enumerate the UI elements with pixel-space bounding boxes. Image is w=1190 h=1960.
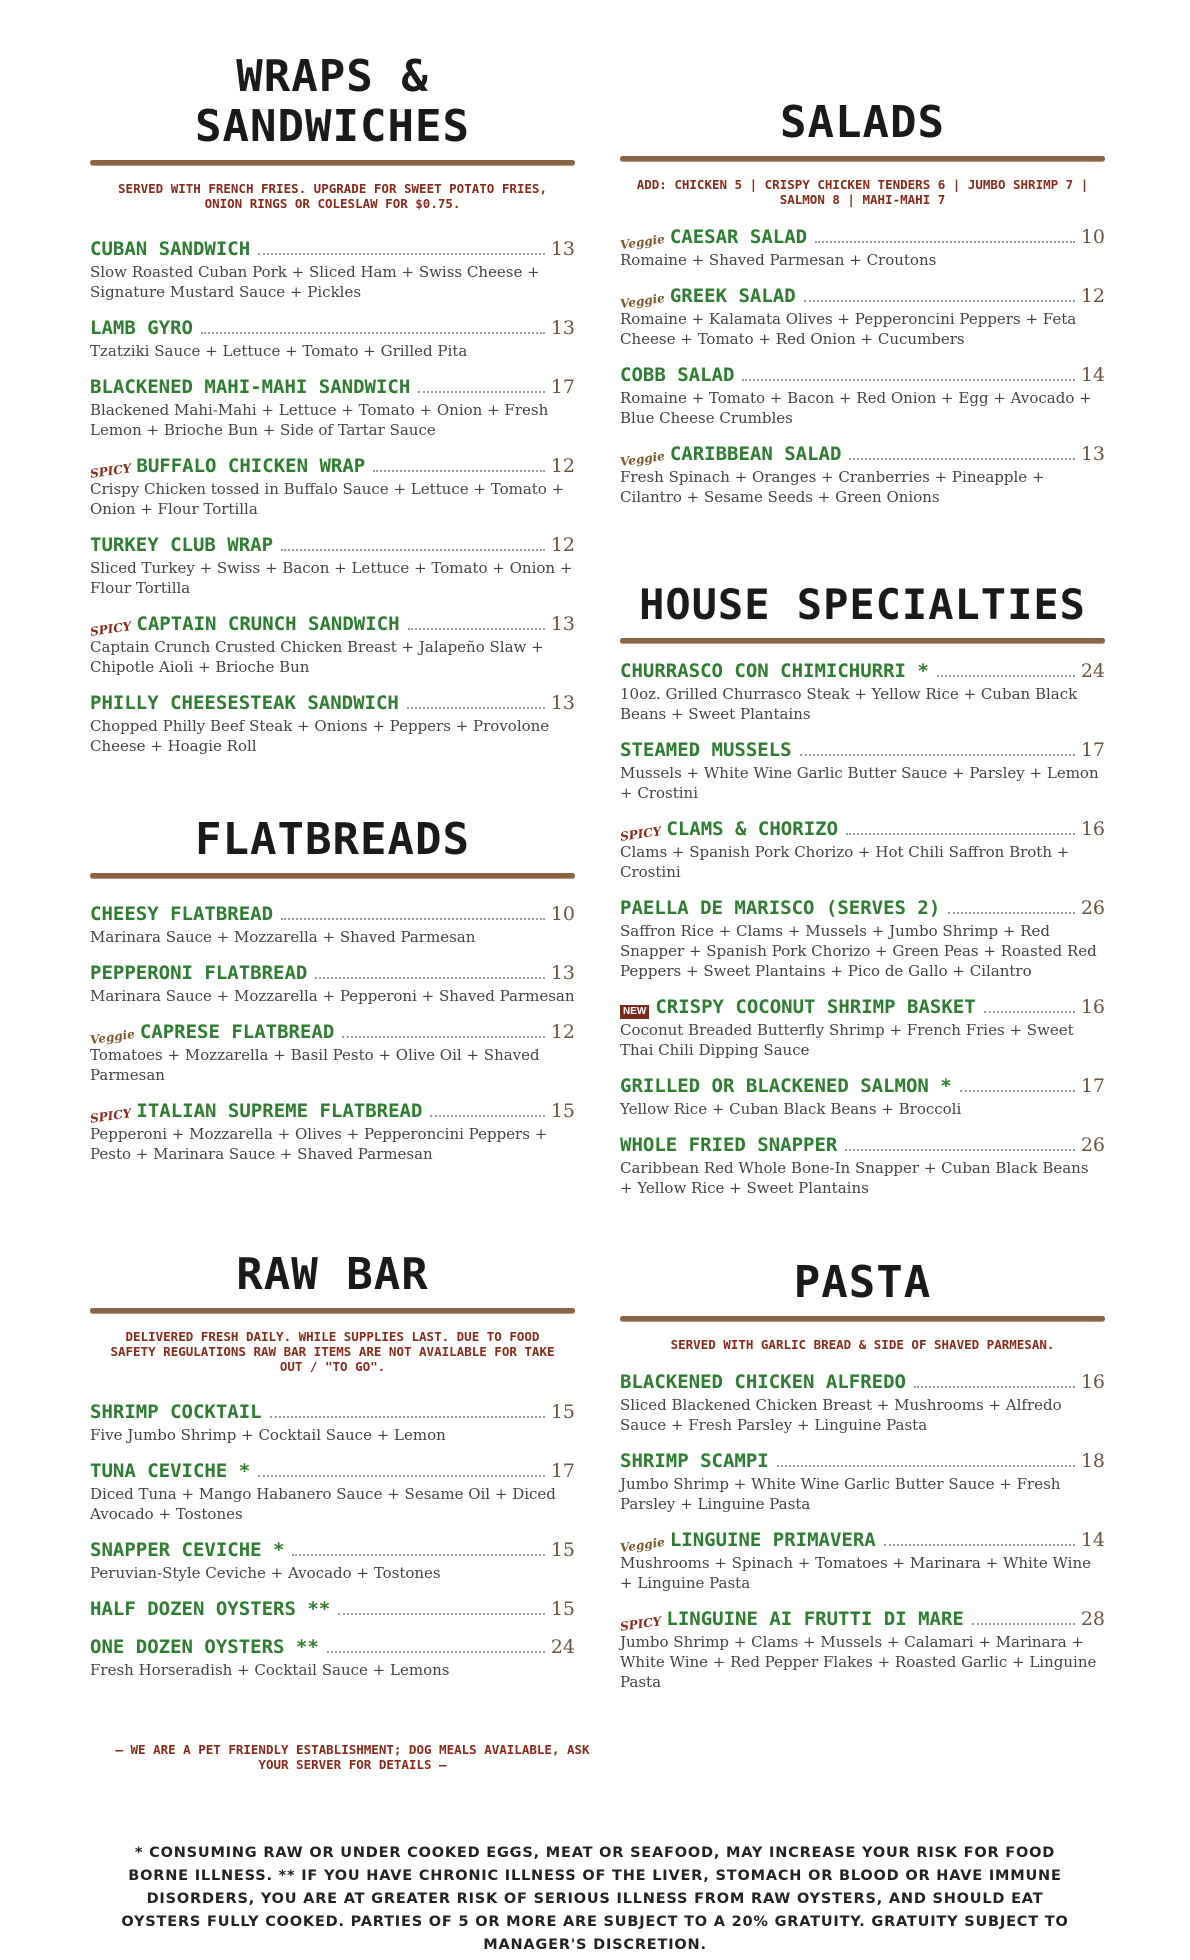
dot-leader [327,1651,545,1653]
menu-item-name: TUNA CEVICHE * [90,1460,251,1482]
salads-section [620,98,1105,521]
menu-item [620,442,1105,507]
dot-leader [884,1544,1075,1546]
spicy-badge: SPICY [619,1614,663,1634]
menu-item-description: Pepperoni + Mozzarella + Olives + Pepperoncini Peppers + Pesto + Marinara Sauce + Shaved Parmesan [90,1125,548,1163]
dot-leader [270,1416,545,1418]
menu-item-header [620,738,1105,762]
menu-item-header [620,1074,1105,1098]
dot-leader [846,833,1075,835]
menu-item [620,363,1105,428]
menu-item-name: CLAMS & CHORIZO [666,818,839,840]
section-note: ADD: CHICKEN 5 | CRISPY CHICKEN TENDERS 6 | JUMBO SHRIMP 7 | SALMON 8 | MAHI-MAHI 7 [636,177,1089,207]
menu-item-header [619,225,1105,253]
section-divider [620,156,1105,161]
dot-leader [338,1613,545,1615]
menu-item-name: CHEESY FLATBREAD [90,903,274,925]
menu-item [90,533,575,598]
dot-leader [845,1149,1074,1151]
menu-item-header [90,691,575,715]
menu-item-header [620,1133,1105,1157]
menu-item [620,738,1105,803]
menu-item-price: 15 [550,1539,575,1561]
menu-item-description: Romaine + Tomato + Bacon + Red Onion + Egg + Avocado + Blue Cheese Crumbles [620,389,1092,427]
menu-item-name: PEPPERONI FLATBREAD [90,962,308,984]
section-title: RAW BAR [236,1249,429,1300]
menu-item-header [620,896,1105,920]
menu-item [90,612,575,677]
menu-item-name: TURKEY CLUB WRAP [90,534,274,556]
menu-item [90,1459,575,1524]
menu-item-header [620,1370,1105,1394]
dot-leader [430,1115,544,1117]
menu-item-name: BLACKENED MAHI-MAHI SANDWICH [90,376,411,398]
menu-item-description: Jumbo Shrimp + White Wine Garlic Butter Sauce + Fresh Parsley + Linguine Pasta [620,1475,1061,1513]
menu-item [90,454,575,519]
specialties-section [620,580,1105,1212]
menu-item-price: 15 [550,1100,575,1122]
menu-item-name: SNAPPER CEVICHE * [90,1539,285,1561]
menu-item-price: 15 [550,1401,575,1423]
menu-item-header [89,612,575,639]
wraps-section [90,52,575,770]
menu-item-price: 24 [1080,660,1105,682]
new-badge: NEW [620,1005,649,1019]
menu-item-name: LINGUINE PRIMAVERA [669,1529,876,1551]
menu-item-price: 13 [550,238,575,260]
menu-item-name: GRILLED OR BLACKENED SALMON * [620,1075,952,1097]
menu-item-description: Peruvian-Style Ceviche + Avocado + Tostones [90,1564,441,1582]
section-divider [90,160,575,165]
menu-item [620,817,1105,882]
dot-leader [407,707,545,709]
menu-item [620,1370,1105,1435]
spicy-badge: SPICY [89,619,133,639]
dot-leader [984,1011,1075,1013]
menu-item-header [90,1400,575,1424]
menu-item-name: CAPRESE FLATBREAD [139,1021,335,1043]
menu-item-description: Clams + Spanish Pork Chorizo + Hot Chili Saffron Broth + Crostini [620,843,1070,881]
menu-item-header [619,284,1105,312]
dot-leader [937,675,1075,677]
menu-item-price: 16 [1080,1371,1105,1393]
menu-item-header [90,316,575,340]
menu-item [90,1400,575,1445]
menu-item-name: CHURRASCO CON CHIMICHURRI * [620,660,929,682]
menu-item-name: WHOLE FRIED SNAPPER [620,1134,838,1156]
rawbar-section [90,1249,590,1772]
menu-item-name: CAPTAIN CRUNCH SANDWICH [136,613,400,635]
dot-leader [342,1036,545,1038]
menu-item-header [90,902,575,926]
section-note: SERVED WITH FRENCH FRIES. UPGRADE FOR SWEET POTATO FRIES, ONION RINGS OR COLESLAW FOR $0.75. [118,181,547,211]
menu-item-name: CUBAN SANDWICH [90,238,251,260]
menu-item-price: 16 [1080,818,1105,840]
menu-item-name: GREEK SALAD [669,285,796,307]
menu-item-header [619,817,1105,844]
menu-items [620,225,1105,507]
veggie-badge: Veggie [89,1026,136,1048]
menu-item-price: 16 [1080,996,1105,1018]
menu-item-description: Romaine + Kalamata Olives + Pepperoncini Peppers + Feta Cheese + Tomato + Red Onion + Cucumbers [620,310,1077,348]
menu-item-header [89,1099,575,1126]
menu-item-name: BLACKENED CHICKEN ALFREDO [620,1371,906,1393]
menu-item-price: 24 [550,1636,575,1658]
section-title: PASTA [793,1257,932,1308]
menu-item-name: ONE DOZEN OYSTERS ** [90,1636,319,1658]
menu-item-price: 13 [550,613,575,635]
section-divider [620,638,1105,643]
dot-leader [408,628,545,630]
pasta-section [620,1258,1105,1706]
menu-item [620,1133,1105,1198]
menu-item-description: Mussels + White Wine Garlic Butter Sauce + Parsley + Lemon + Crostini [620,764,1099,802]
menu-item-name: BUFFALO CHICKEN WRAP [136,455,366,477]
menu-item-header [90,961,575,985]
menu-item-header [89,454,575,481]
menu-item-header [620,995,1105,1019]
dot-leader [960,1090,1075,1092]
dot-leader [201,332,545,334]
menu-item-header [90,375,575,399]
menu-item-description: Diced Tuna + Mango Habanero Sauce + Sesame Oil + Diced Avocado + Tostones [90,1485,556,1523]
menu-item-price: 17 [1080,1075,1105,1097]
menu-item-price: 10 [1080,226,1105,248]
menu-item-description: Tomatoes + Mozzarella + Basil Pesto + Olive Oil + Shaved Parmesan [90,1046,540,1084]
section-divider [90,873,575,878]
menu-item-header [90,1538,575,1562]
menu-item-header [90,1597,575,1621]
menu-item-price: 28 [1080,1608,1105,1630]
menu-item-description: Crispy Chicken tossed in Buffalo Sauce + Lettuce + Tomato + Onion + Flour Tortilla [90,480,565,518]
menu-item-description: Saffron Rice + Clams + Mussels + Jumbo Shrimp + Red Snapper + Spanish Pork Chorizo + Green Peas + Roasted Red Peppers + Sweet Plantains + Pico de Gallo + Cilantro [620,922,1097,980]
pet-friendly-note: – WE ARE A PET FRIENDLY ESTABLISHMENT; DOG MEALS AVAILABLE, ASK YOUR SERVER FOR DETAILS – [115,1742,590,1772]
menu-item-header [90,1635,575,1659]
menu-item [620,659,1105,724]
menu-item-description: Tzatziki Sauce + Lettuce + Tomato + Grilled Pita [90,342,468,360]
spicy-badge: SPICY [619,824,663,844]
menu-item-description: Jumbo Shrimp + Clams + Mussels + Calamari + Marinara + White Wine + Red Pepper Flakes + Roasted Garlic + Linguine Pasta [620,1633,1097,1691]
menu-item-price: 13 [550,317,575,339]
dot-leader [948,912,1075,914]
menu-item-description: Five Jumbo Shrimp + Cocktail Sauce + Lemon [90,1426,446,1444]
dot-leader [849,458,1074,460]
menu-items [620,1370,1105,1692]
menu-item-name: STEAMED MUSSELS [620,739,792,761]
menu-item-description: Marinara Sauce + Mozzarella + Pepperoni + Shaved Parmesan [90,987,575,1005]
menu-item-header [620,659,1105,683]
menu-item-price: 26 [1080,897,1105,919]
dot-leader [742,379,1074,381]
dot-leader [292,1554,544,1556]
menu-item-price: 12 [550,455,575,477]
menu-item-price: 13 [1080,443,1105,465]
menu-items [90,902,575,1164]
menu-item-price: 17 [550,376,575,398]
dot-leader [800,754,1075,756]
menu-item [90,902,575,947]
menu-item-description: Romaine + Shaved Parmesan + Croutons [620,251,937,269]
section-note: SERVED WITH GARLIC BREAD & SIDE OF SHAVED PARMESAN. [670,1337,1055,1352]
menu-item [90,961,575,1006]
menu-item-price: 17 [550,1460,575,1482]
menu-item [90,1099,575,1164]
menu-items [90,1400,575,1680]
menu-item-name: PAELLA DE MARISCO (SERVES 2) [620,897,941,919]
menu-items [90,237,575,756]
dot-leader [373,470,545,472]
menu-item-price: 12 [1080,285,1105,307]
dot-leader [804,300,1075,302]
menu-item-description: Chopped Philly Beef Steak + Onions + Peppers + Provolone Cheese + Hoagie Roll [90,717,550,755]
menu-item-price: 13 [550,692,575,714]
menu-item [90,316,575,361]
menu-item [620,225,1105,270]
spicy-badge: SPICY [89,1106,133,1126]
menu-item-name: ITALIAN SUPREME FLATBREAD [136,1100,423,1122]
menu-item-description: Yellow Rice + Cuban Black Beans + Broccoli [620,1100,962,1118]
menu-item-price: 18 [1080,1450,1105,1472]
section-divider [620,1316,1105,1321]
dot-leader [281,549,545,551]
menu-item [620,1449,1105,1514]
menu-item [620,1607,1105,1692]
menu-item-name: CRISPY COCONUT SHRIMP BASKET [655,996,976,1018]
dot-leader [777,1465,1075,1467]
menu-item [90,1635,575,1680]
menu-item-header [619,442,1105,470]
menu-item-name: HALF DOZEN OYSTERS ** [90,1598,331,1620]
menu-item-description: Fresh Spinach + Oranges + Cranberries + Pineapple + Cilantro + Sesame Seeds + Green Onions [620,468,1045,506]
veggie-badge: Veggie [619,448,666,470]
menu-item-description: Caribbean Red Whole Bone-In Snapper + Cuban Black Beans + Yellow Rice + Sweet Plantains [620,1159,1089,1197]
spicy-badge: SPICY [89,461,133,481]
menu-item-description: Slow Roasted Cuban Pork + Sliced Ham + Swiss Cheese + Signature Mustard Sauce + Pickles [90,263,540,301]
menu-item [90,375,575,440]
menu-item-price: 12 [550,1021,575,1043]
menu-item [620,995,1105,1060]
menu-item-header [90,1459,575,1483]
menu-item [90,1020,575,1085]
dot-leader [315,977,544,979]
veggie-badge: Veggie [619,1534,666,1556]
menu-item-price: 17 [1080,739,1105,761]
menu-item [620,1528,1105,1593]
menu-item-price: 26 [1080,1134,1105,1156]
menu-item [90,1597,575,1621]
menu-item-header [90,533,575,557]
section-title: HOUSE SPECIALTIES [639,580,1086,629]
dot-leader [258,1475,545,1477]
menu-item-header [619,1528,1105,1556]
menu-item-description: Marinara Sauce + Mozzarella + Shaved Parmesan [90,928,476,946]
menu-item-name: LINGUINE AI FRUTTI DI MARE [666,1608,964,1630]
menu-item-header [89,1020,575,1048]
menu-item-price: 15 [550,1598,575,1620]
section-note: DELIVERED FRESH DAILY. WHILE SUPPLIES LAST. DUE TO FOOD SAFETY REGULATIONS RAW BAR ITEMS ARE NOT AVAILABLE FOR TAKE OUT / "TO GO". [110,1329,555,1374]
menu-item-price: 14 [1080,364,1105,386]
menu-item-name: PHILLY CHEESESTEAK SANDWICH [90,692,399,714]
menu-item-price: 13 [550,962,575,984]
section-title: FLATBREADS [195,814,470,865]
menu-item [620,896,1105,981]
menu-item [90,237,575,302]
menu-item [620,284,1105,349]
section-title: SALADS [780,97,945,148]
menu-item-description: 10oz. Grilled Churrasco Steak + Yellow Rice + Cuban Black Beans + Sweet Plantains [620,685,1078,723]
menu-item-description: Sliced Blackened Chicken Breast + Mushrooms + Alfredo Sauce + Fresh Parsley + Linguine Pasta [620,1396,1062,1434]
menu-item-name: CARIBBEAN SALAD [669,443,842,465]
menu-item-price: 10 [550,903,575,925]
menu-item-description: Blackened Mahi-Mahi + Lettuce + Tomato + Onion + Fresh Lemon + Brioche Bun + Side of Tartar Sauce [90,401,549,439]
dot-leader [281,918,545,920]
menu-item-description: Fresh Horseradish + Cocktail Sauce + Lemons [90,1661,450,1679]
section-divider [90,1308,575,1313]
disclaimer-footer: * CONSUMING RAW OR UNDER COOKED EGGS, MEAT OR SEAFOOD, MAY INCREASE YOUR RISK FOR FOOD BORNE ILLNESS. ** IF YOU HAVE CHRONIC ILLNESS OF THE LIVER, STOMACH OR BLOOD OR HAVE IMMUNE DISORDERS, YOU ARE AT GREATER RISK OF SERIOUS ILLNESS FROM RAW OYSTERS, AND SHOULD EAT OYSTERS FULLY COOKED. PARTIES OF 5 OR MORE ARE SUBJECT TO A 20% GRATUITY. GRATUITY SUBJECT TO MANAGER'S DISCRETION. [121,1845,1069,1953]
menu-item [90,691,575,756]
menu-item-header [620,363,1105,387]
menu-item-name: SHRIMP SCAMPI [620,1450,769,1472]
menu-item-name: SHRIMP COCKTAIL [90,1401,262,1423]
menu-item-description: Captain Crunch Crusted Chicken Breast + Jalapeño Slaw + Chipotle Aioli + Brioche Bun [90,638,544,676]
dot-leader [914,1386,1075,1388]
menu-item-name: LAMB GYRO [90,317,193,339]
menu-item-header [619,1607,1105,1634]
dot-leader [418,391,545,393]
menu-item-price: 12 [550,534,575,556]
veggie-badge: Veggie [619,231,666,253]
veggie-badge: Veggie [619,290,666,312]
menu-item-header [90,237,575,261]
menu-item-name: COBB SALAD [620,364,735,386]
dot-leader [258,253,545,255]
menu-item-description: Sliced Turkey + Swiss + Bacon + Lettuce + Tomato + Onion + Flour Tortilla [90,559,573,597]
menu-items [620,659,1105,1198]
menu-item-header [620,1449,1105,1473]
menu-item [90,1538,575,1583]
menu-item [620,1074,1105,1119]
dot-leader [972,1623,1075,1625]
menu-item-price: 14 [1080,1529,1105,1551]
menu-item-description: Mushrooms + Spinach + Tomatoes + Marinara + White Wine + Linguine Pasta [620,1554,1091,1592]
section-title: WRAPS & SANDWICHES [195,51,470,152]
menu-item-description: Coconut Breaded Butterfly Shrimp + French Fries + Sweet Thai Chili Dipping Sauce [620,1021,1074,1059]
flatbreads-section [90,815,575,1178]
menu-item-name: CAESAR SALAD [669,226,808,248]
dot-leader [815,241,1075,243]
